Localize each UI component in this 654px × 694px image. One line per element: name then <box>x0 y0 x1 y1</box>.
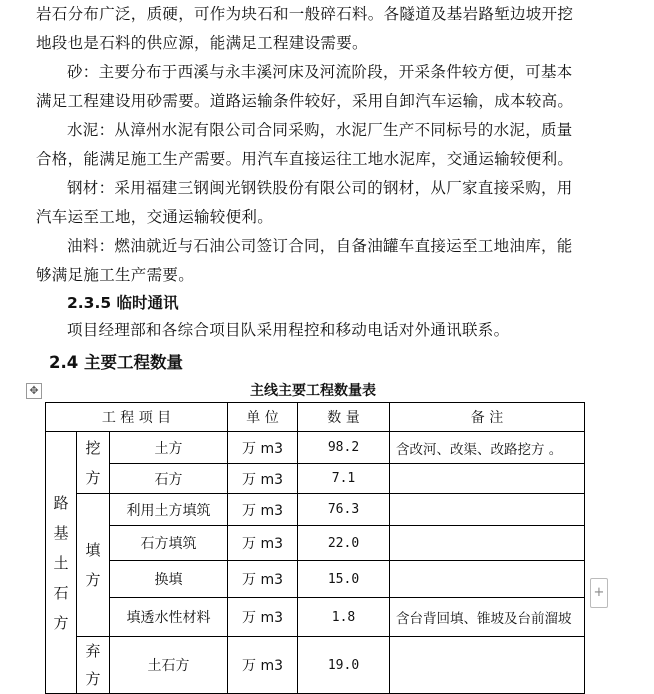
row-note <box>390 464 585 494</box>
table-row <box>46 432 585 464</box>
group-cell-roadbed: 路基土石方 <box>46 432 77 694</box>
text-line: 砂：主要分布于西溪与永丰溪河床及河流阶段，开采条件较方便，可基本 <box>67 63 573 81</box>
heading-2-3-5: 2.3.5 临时通讯 <box>67 294 179 312</box>
row-note: 含改河、改渠、改路挖方 。 <box>390 432 585 464</box>
text-line: 地段也是石料的供应源，能满足工程建设需要。 <box>36 34 368 52</box>
paragraph-stone <box>36 0 602 58</box>
row-unit: 万 m3 <box>228 432 298 464</box>
text-line: 项目经理部和各综合项目队采用程控和移动电话对外通讯联系。 <box>67 321 510 339</box>
text-line: 钢材：采用福建三钢闽光钢铁股份有限公司的钢材，从厂家直接采购，用 <box>67 179 573 197</box>
table-row <box>46 561 585 598</box>
row-note <box>390 526 585 561</box>
heading-2-4: 2.4 主要工程数量 <box>49 353 183 372</box>
row-name: 石方填筑 <box>110 526 228 561</box>
row-unit: 万 m3 <box>228 494 298 526</box>
row-note <box>390 494 585 526</box>
table-row <box>46 494 585 526</box>
row-qty: 1.8 <box>298 598 390 637</box>
paragraph-communication <box>36 316 602 345</box>
row-note <box>390 637 585 694</box>
row-qty: 98.2 <box>298 432 390 464</box>
row-qty: 15.0 <box>298 561 390 598</box>
row-note: 含台背回填、锥坡及台前溜坡 <box>390 598 585 637</box>
paragraph-cement <box>36 116 602 174</box>
row-qty: 19.0 <box>298 637 390 694</box>
row-unit: 万 m3 <box>228 561 298 598</box>
paragraph-steel <box>36 174 602 232</box>
row-unit: 万 m3 <box>228 526 298 561</box>
header-note: 备 注 <box>390 403 585 432</box>
text-line: 岩石分布广泛，质硬，可作为块石和一般碎石料。各隧道及基岩路堑边坡开挖 <box>36 5 574 23</box>
header-qty: 数 量 <box>298 403 390 432</box>
subgroup-cell-dig: 挖方 <box>77 432 110 494</box>
subgroup-cell-discard: 弃方 <box>77 637 110 694</box>
paragraph-sand <box>36 58 602 116</box>
text-line: 油料：燃油就近与石油公司签订合同，自备油罐车直接运至工地油库，能 <box>67 237 573 255</box>
row-unit: 万 m3 <box>228 637 298 694</box>
quantity-table <box>45 402 585 694</box>
row-name: 换填 <box>110 561 228 598</box>
row-note <box>390 561 585 598</box>
row-qty: 7.1 <box>298 464 390 494</box>
row-name: 石方 <box>110 464 228 494</box>
text-line: 够满足施工生产需要。 <box>36 266 195 284</box>
table-row <box>46 598 585 637</box>
table-row <box>46 526 585 561</box>
row-qty: 76.3 <box>298 494 390 526</box>
text-line: 合格，能满足施工生产需要。用汽车直接运往工地水泥库，交通运输较便利。 <box>36 150 574 168</box>
subgroup-cell-fill: 填方 <box>77 494 110 637</box>
header-unit: 单 位 <box>228 403 298 432</box>
table-caption: 主线主要工程数量表 <box>250 383 376 399</box>
row-name: 利用土方填筑 <box>110 494 228 526</box>
row-name: 填透水性材料 <box>110 598 228 637</box>
table-row <box>46 637 585 694</box>
text-line: 水泥：从漳州水泥有限公司合同采购，水泥厂生产不同标号的水泥，质量 <box>67 121 573 139</box>
text-line: 汽车运至工地，交通运输较便利。 <box>36 208 274 226</box>
add-row-icon[interactable]: + <box>590 578 608 608</box>
row-name: 土石方 <box>110 637 228 694</box>
paragraph-fuel <box>36 232 602 290</box>
row-unit: 万 m3 <box>228 598 298 637</box>
header-item: 工 程 项 目 <box>46 403 228 432</box>
table-move-icon[interactable]: ✥ <box>26 383 42 399</box>
table-header-row <box>46 403 585 432</box>
row-unit: 万 m3 <box>228 464 298 494</box>
text-line: 满足工程建设用砂需要。道路运输条件较好，采用自卸汽车运输，成本较高。 <box>36 92 574 110</box>
row-name: 土方 <box>110 432 228 464</box>
row-qty: 22.0 <box>298 526 390 561</box>
table-row <box>46 464 585 494</box>
